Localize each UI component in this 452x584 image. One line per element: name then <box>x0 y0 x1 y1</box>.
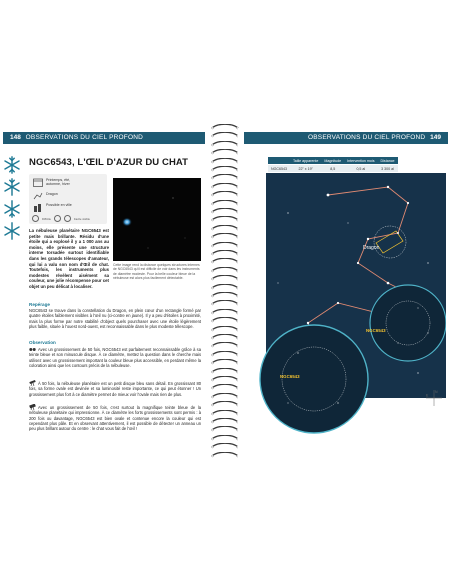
left-page-number: 148 <box>10 134 21 141</box>
left-header-bar <box>3 132 205 144</box>
table-cell: 3 300 al <box>378 165 398 173</box>
spiral-ring <box>210 351 240 357</box>
table-cell: 8,5 <box>321 165 344 173</box>
spiral-ring <box>210 435 240 441</box>
right-header-bar <box>244 132 448 144</box>
intro-paragraph: La nébuleuse planétaire NGC6543 est petite mais brillante. Résidu d'une étoile qui a explosé il y a 1 000 ans au moins, elle présente une structure interne torsadée surtout identifiable dans les grands télescopes d'amateur, qui lui a valu son nom d'Œil de chat. Toutefois, les instruments plus modestes révèlent aisément sa couleur, une jolie récompense pour cet objet un peu délicat à localiser. <box>29 228 109 289</box>
season-icons <box>3 156 23 244</box>
spiral-ring <box>210 174 240 180</box>
info-season-row <box>33 178 86 187</box>
spiral-ring <box>210 200 240 206</box>
spiral-ring <box>210 309 240 315</box>
difficulty-hard-label: Difficile <box>42 216 51 221</box>
info-box <box>29 174 107 224</box>
difficulty-hard-icon <box>32 215 39 222</box>
binoculars-icon <box>29 346 36 352</box>
spiral-ring <box>210 342 240 348</box>
difficulty-easy-label: Facile visible <box>73 216 90 221</box>
observation-paragraph-3 <box>29 404 201 431</box>
spiral-ring <box>210 359 240 365</box>
snowflake-icon <box>3 178 21 196</box>
table-cell: 0,5 al <box>344 165 377 173</box>
large-telescope-icon <box>29 404 36 410</box>
telescope-view-large <box>260 325 368 433</box>
small-telescope-icon <box>29 380 36 386</box>
table-header-cell: Distance <box>378 157 398 165</box>
spiral-ring <box>210 208 240 214</box>
spiral-ring <box>210 384 240 390</box>
nebula-photo <box>113 178 201 261</box>
spiral-ring <box>210 418 240 424</box>
right-page-number: 149 <box>430 134 441 141</box>
left-header-title: OBSERVATIONS DU CIEL PROFOND <box>25 134 143 141</box>
spiral-ring <box>210 443 240 449</box>
compass-east-label: E <box>426 393 429 398</box>
spiral-ring <box>210 300 240 306</box>
spiral-ring <box>210 183 240 189</box>
spiral-ring <box>210 132 240 138</box>
calendar-icon <box>33 178 43 187</box>
spiral-ring <box>210 401 240 407</box>
spiral-ring <box>210 334 240 340</box>
spiral-ring <box>210 275 240 281</box>
spiral-ring <box>210 267 240 273</box>
target-label-medium: NGC6543 <box>366 328 386 333</box>
table-cell: NGC6543 <box>268 165 290 173</box>
object-title: NGC6543, L'ŒIL D'AZUR DU CHAT <box>29 157 189 168</box>
object-facts-table <box>268 157 398 172</box>
spiral-ring <box>210 242 240 248</box>
observation-heading: Observation <box>29 340 56 345</box>
reperage-text: NGC6543 se trouve dans la constellation du Dragon, en plein cœur d'un rectangle formé par quatre étoiles faiblement visibles à l'œil nu (ci-contre en jaune). Il y a peu d'étoiles à proximité, mais la plus forme par notre stabilité d'object quels pourchaser avec une étoile légèrement plus faible, située à l'ouest nord-ouest, est reconnaissable dans le plus modeste télescope. <box>29 308 201 329</box>
spiral-ring <box>210 368 240 374</box>
spiral-ring <box>210 233 240 239</box>
observation-paragraph-3-text: Avec un grossissement de 50 fois, c'est surtout la magnifique teinte bleue de la nébuleuse planétaire qui impressionne. À ce diamètre les forts grossissements sont permis : à 200 fois ou davantage, NGC6543 est bien ovale et contenue encore la couleur qui est cependant plus pâle. Et en observant attentivement, il est possible de détecter un anneau un peu plus brillant autour du centre : le chat vous fait de l'œil ! <box>29 405 201 432</box>
telescope-view-medium <box>370 285 446 361</box>
info-visibility-row <box>33 203 72 212</box>
spiral-ring <box>210 158 240 164</box>
difficulty-mid-icon <box>54 215 61 222</box>
spiral-ring <box>210 141 240 147</box>
constellation-label: Dragon <box>363 245 380 251</box>
difficulty-scale <box>32 215 90 222</box>
table-cell: 22" x 19" <box>290 165 321 173</box>
spiral-ring <box>210 452 240 458</box>
snowflake-icon <box>3 222 21 240</box>
star-chart <box>258 173 446 443</box>
spiral-ring <box>210 426 240 432</box>
reperage-heading: Repérage <box>29 302 50 307</box>
right-page <box>238 128 448 458</box>
star-chart-svg <box>258 173 446 443</box>
spiral-ring <box>210 191 240 197</box>
spiral-ring <box>210 284 240 290</box>
observation-paragraph-2-text: À 50 fois, la nébuleuse planétaire est un petit disque bleu sans détail. En grossissant 80 fois, sa forme ovale est devinée et sa luminosité reste importante, ce qui peut étonner ! Un grossissement plus fort à ce diamètre permet de mieux voir l'ovale mais rien de plus. <box>29 381 201 397</box>
info-visibility-text: Possible en ville <box>46 203 72 207</box>
observation-paragraph-2 <box>29 380 201 397</box>
observation-paragraph-1-text: Avec un grossissement de 50 fois, NGC6543 est parfaitement reconnaissable grâce à sa teinte bleue et son minuscule disque. À ce diamètre, mettez la question dans le cherche mais utilisez avec un grossissement important la couleur bleue plus accessible, en perdant même la coloration ainsi que les contours précis de la nébuleuse. <box>29 347 201 368</box>
table-header-row <box>268 157 398 165</box>
nebula-photo-image <box>113 178 201 261</box>
spiral-ring <box>210 317 240 323</box>
spiral-ring <box>210 258 240 264</box>
city-icon <box>33 203 43 212</box>
spiral-ring <box>210 376 240 382</box>
left-page <box>3 128 212 458</box>
spiral-ring <box>210 149 240 155</box>
table-row <box>268 165 398 173</box>
constellation-icon <box>33 192 43 201</box>
info-constellation-row <box>33 192 58 201</box>
spiral-ring <box>210 250 240 256</box>
info-season-text: Printemps, été, automne, hiver <box>46 178 71 187</box>
table-header-cell: Taille apparente <box>290 157 321 165</box>
spiral-ring <box>210 292 240 298</box>
spiral-ring <box>210 225 240 231</box>
table-header-cell: Intervention mois <box>344 157 377 165</box>
spiral-ring <box>210 124 240 130</box>
difficulty-easy-icon <box>64 215 71 222</box>
right-header-title: OBSERVATIONS DU CIEL PROFOND <box>308 134 426 141</box>
spiral-ring <box>210 216 240 222</box>
spiral-ring <box>210 326 240 332</box>
compass-rose-icon <box>424 388 444 408</box>
spiral-ring <box>210 393 240 399</box>
spiral-binding <box>210 124 240 464</box>
compass-north-label: N <box>435 390 438 394</box>
table-header-cell: Magnitude <box>321 157 344 165</box>
snowflake-icon <box>3 200 21 218</box>
photo-caption: Cette image rend la distance quelques structures internes de NGC6543 qu'il est difficile de voir dans les instruments de diamètre modeste. Pour la belle couleur bleue de la nébuleuse est alors plus facilement détectable. <box>113 263 200 280</box>
info-constellation-text: Dragon <box>46 192 58 196</box>
spiral-ring <box>210 410 240 416</box>
observation-paragraph-1 <box>29 346 201 368</box>
snowflake-icon <box>3 156 21 174</box>
table-header-cell <box>268 157 290 165</box>
spiral-ring <box>210 166 240 172</box>
target-label-large: NGC6543 <box>280 374 300 379</box>
